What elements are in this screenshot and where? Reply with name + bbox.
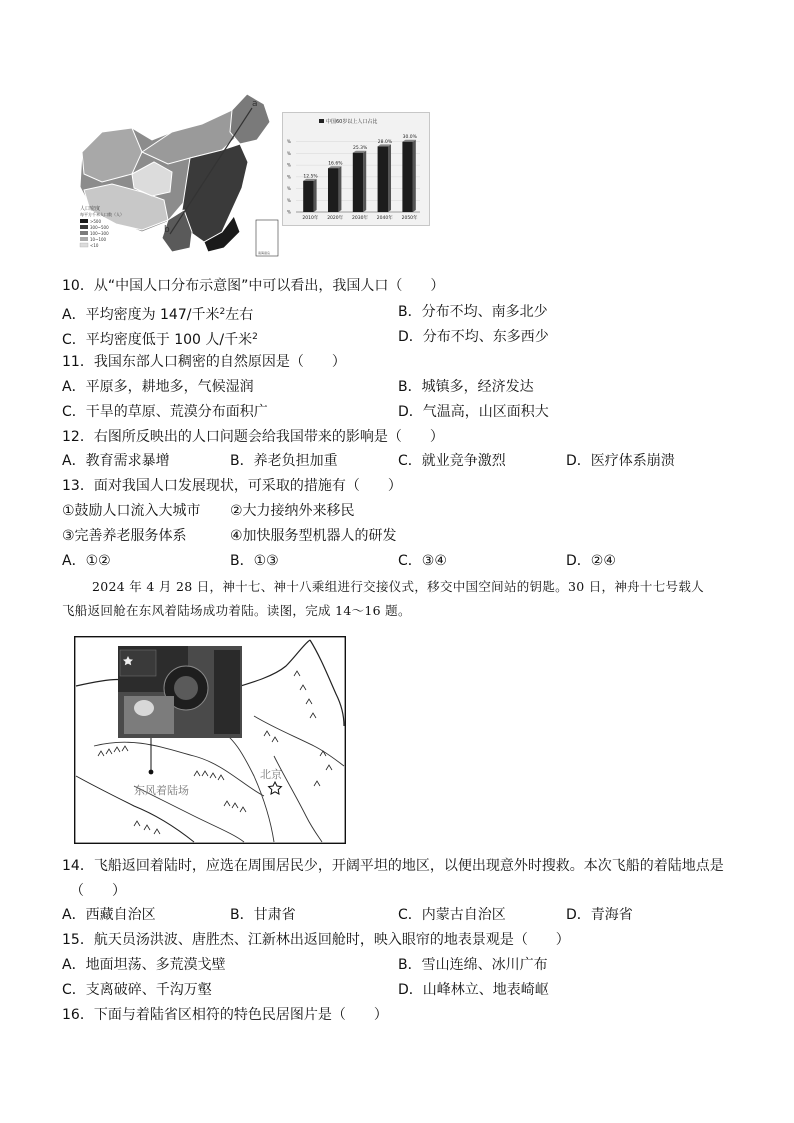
- legend-item: >500: [90, 219, 101, 224]
- legend-item: 100~300: [90, 231, 109, 236]
- q11-option-b[interactable]: B．城镇多，经济发达: [398, 379, 534, 395]
- q15-stem: 15．航天员汤洪波、唐胜杰、江新林出返回舱时，映入眼帘的地表景观是（ ）: [62, 932, 570, 948]
- q14-option-d[interactable]: D．青海省: [566, 907, 633, 923]
- legend-items: [80, 219, 109, 248]
- legend-title: 人口密度: [80, 206, 101, 212]
- population-density-map: [72, 92, 282, 262]
- q10-option-b[interactable]: B．分布不均、南多北少: [398, 304, 548, 320]
- legend-swatch: [80, 237, 88, 241]
- q14-stem: 14．飞船返回着陆时，应选在周围居民少，开阔平坦的地区，以便出现意外时搜救。本次飞船的着陆地点是: [62, 858, 724, 874]
- q13-statement-3: ③完善养老服务体系: [62, 528, 187, 544]
- line-label-b: b: [164, 225, 170, 235]
- y-tick-label: %: [287, 162, 291, 168]
- legend-swatch: [80, 243, 88, 247]
- q13-statement-1: ①鼓励人口流入大城市: [62, 503, 201, 519]
- bar-side: [388, 144, 391, 212]
- legend-unit: 每平方千米人口数（人）: [80, 212, 124, 217]
- x-tick-label: 2040年: [376, 216, 393, 221]
- bar-side: [413, 140, 416, 212]
- bar: [303, 181, 313, 212]
- q11-option-d[interactable]: D．气温高，山区面积大: [398, 404, 549, 420]
- landing-site-marker: [149, 770, 154, 775]
- bar-value-label: 28.0%: [377, 139, 393, 145]
- bar-value-label: 16.6%: [328, 161, 343, 167]
- q14-option-b[interactable]: B．甘肃省: [230, 907, 296, 923]
- q15-option-d[interactable]: D．山峰林立、地表崎岖: [398, 982, 549, 998]
- q10-stem: 10．从“中国人口分布示意图”中可以看出，我国人口（ ）: [62, 278, 445, 294]
- bar: [353, 153, 363, 212]
- y-tick-label: %: [287, 186, 291, 192]
- q13-stem: 13．面对我国人口发展现状，可采取的措施有（ ）: [62, 478, 402, 494]
- legend-swatch: [80, 219, 88, 223]
- passage-line-2: 飞船返回舱在东风着陆场成功着陆。读图，完成 14～16 题。: [62, 603, 411, 618]
- bar-value-label: 25.3%: [353, 146, 368, 152]
- q10-option-a[interactable]: A．平均密度为 147/千米$^2$左右: [62, 307, 254, 323]
- chart-title: 中国60岁以上人口占比: [326, 119, 378, 125]
- map-region-northeast: [230, 94, 270, 144]
- q11-option-c[interactable]: C．干旱的草原、荒漠分布面积广: [62, 404, 268, 420]
- legend-item: 300~500: [90, 225, 109, 230]
- return-capsule-photo: [118, 646, 242, 738]
- q15-option-a[interactable]: A．地面坦荡、多荒漠戈壁: [62, 957, 226, 973]
- q13-option-d[interactable]: D．②④: [566, 553, 616, 569]
- q14-stem-cont: （ ）: [70, 883, 126, 899]
- bar: [328, 168, 338, 212]
- landing-site-map: [74, 636, 346, 844]
- q16-stem: 16．下面与着陆省区相符的特色民居图片是（ ）: [62, 1007, 388, 1023]
- bar-side: [338, 166, 341, 212]
- q11-stem: 11．我国东部人口稠密的自然原因是（ ）: [62, 354, 346, 370]
- bar-value-label: 12.5%: [303, 174, 318, 180]
- aging-bar-chart: [282, 112, 430, 226]
- bar: [378, 146, 388, 212]
- q13-option-c[interactable]: C．③④: [398, 553, 447, 569]
- q13-statement-4: ④加快服务型机器人的研发: [230, 528, 397, 544]
- y-tick-label: %: [287, 174, 291, 180]
- q13-statement-2: ②大力接纳外来移民: [230, 503, 355, 519]
- beijing-label: 北京: [260, 768, 282, 781]
- x-tick-label: 2030年: [352, 216, 368, 221]
- q15-option-b[interactable]: B．雪山连绵、冰川广布: [398, 957, 548, 973]
- legend-swatch: [80, 225, 88, 229]
- inset-label: 南海诸岛: [258, 251, 271, 255]
- q10-option-d[interactable]: D．分布不均、东多西少: [398, 329, 549, 345]
- q15-option-c[interactable]: C．支离破碎、千沟万壑: [62, 982, 212, 998]
- q12-stem: 12．右图所反映出的人口问题会给我国带来的影响是（ ）: [62, 429, 444, 445]
- x-tick-label: 2050年: [401, 216, 418, 221]
- q12-option-d[interactable]: D．医疗体系崩溃: [566, 453, 675, 469]
- landing-site-label: 东风着陆场: [134, 784, 189, 797]
- q11-option-a[interactable]: A．平原多，耕地多，气候湿润: [62, 379, 254, 395]
- q14-option-c[interactable]: C．内蒙古自治区: [398, 907, 506, 923]
- bar: [402, 142, 412, 212]
- q12-option-a[interactable]: A．教育需求暴增: [62, 453, 170, 469]
- q13-option-b[interactable]: B．①③: [230, 553, 279, 569]
- x-tick-label: 2020年: [327, 216, 344, 221]
- x-tick-label: 2010年: [302, 216, 319, 221]
- q14-option-a[interactable]: A．西藏自治区: [62, 907, 156, 923]
- bar-side: [314, 179, 317, 212]
- line-label-a: a: [252, 99, 258, 109]
- bar-side: [363, 151, 366, 212]
- y-tick-label: %: [287, 139, 291, 145]
- y-tick-label: %: [287, 150, 291, 156]
- legend-swatch: [80, 231, 88, 235]
- y-tick-label: %: [287, 197, 291, 203]
- q12-option-c[interactable]: C．就业竞争激烈: [398, 453, 506, 469]
- legend-marker: [319, 119, 324, 123]
- y-tick-label: %: [287, 209, 291, 215]
- bar-value-label: 30.0%: [402, 135, 417, 141]
- q13-option-a[interactable]: A．①②: [62, 553, 111, 569]
- q12-option-b[interactable]: B．养老负担加重: [230, 453, 338, 469]
- legend-item: <10: [90, 243, 99, 248]
- legend-item: 10~100: [90, 237, 107, 242]
- q10-option-c[interactable]: C．平均密度低于 100 人/千米$^2$: [62, 332, 258, 348]
- passage-line-1: 2024 年 4 月 28 日，神十七、神十八乘组进行交接仪式，移交中国空间站的钥匙。30 日，神舟十七号载人: [92, 579, 704, 594]
